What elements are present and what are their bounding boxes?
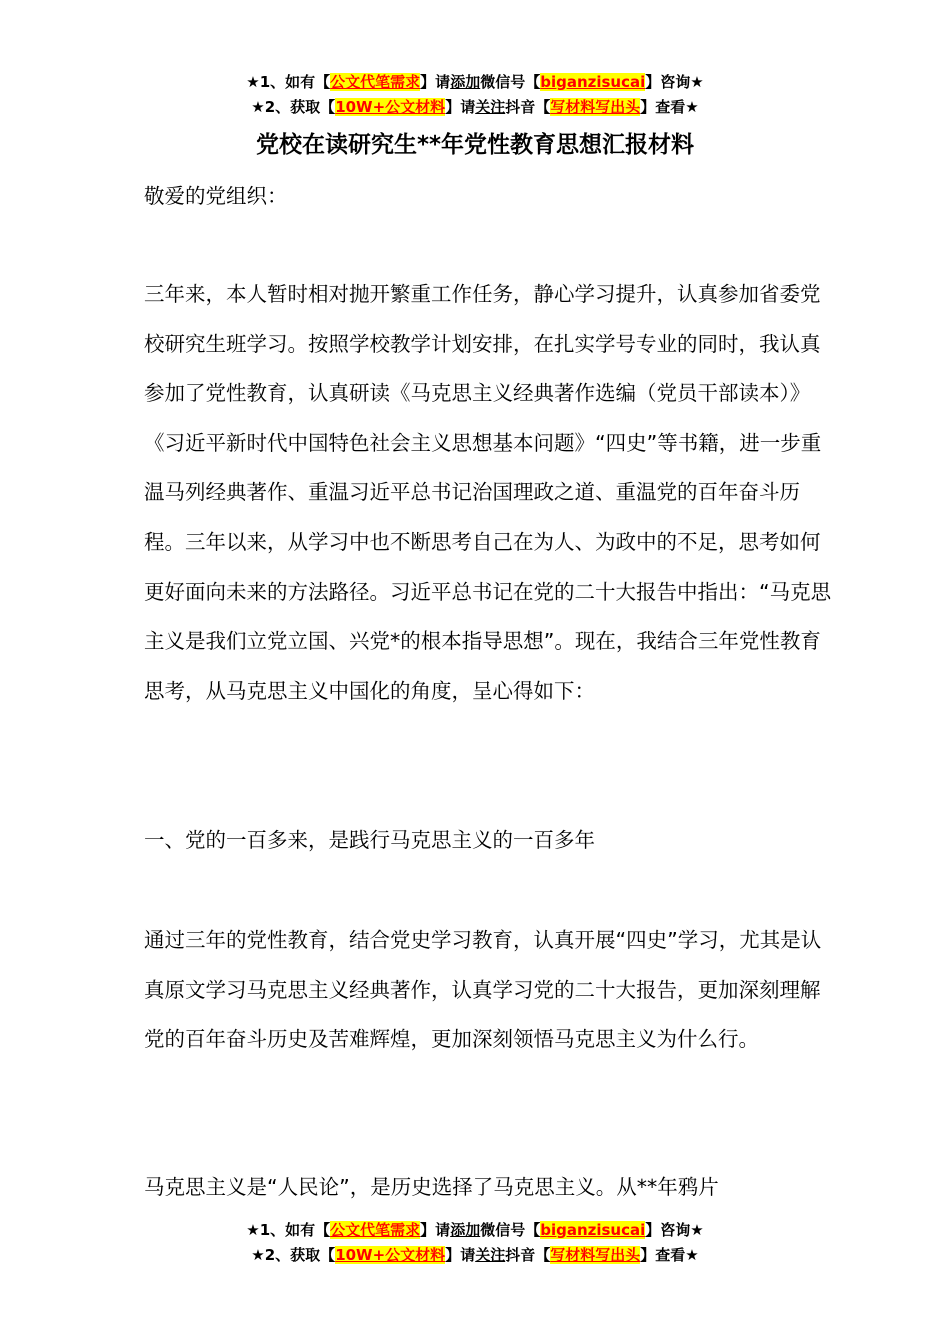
highlight-text: 公文代笔需求 — [330, 1221, 421, 1239]
paragraph-body: 马克思主义是“人民论”，是历史选择了马克思主义。从**年鸦片 — [144, 1175, 719, 1199]
banner-line-2: ★2、获取【10W+公文材料】请关注抖音【写材料写出头】查看★ — [251, 98, 699, 116]
paragraph-intro: 三年来，本人暂时相对抛开繁重工作任务，静心学习提升，认真参加省委党校研究生班学习。按照学校教学计划安排，在扎实学号专业的同时，我认真参加了党性教育，认真研读《马克思主义经典著作选编（党员干部读本）》《习近平新时代中国特色社会主义思想基本问题》“四史”等书籍，进一步重温马列经典著作、重温习近平总书记治国理政之道、重温党的百年奋斗历程。三年以来，从学习中也不断思考自己在为人、为政中的不足，思考如何更好面向未来的方法路径。习近平总书记在党的二十大报告中指出：“马克思主义是我们立党立国、兴党*的根本指导思想”。现在，我结合三年党性教育思考，从马克思主义中国化的角度，呈心得如下： — [144, 282, 832, 703]
paragraph-body: 通过三年的党性教育，结合党史学习教育，认真开展“四史”学习，尤其是认真原文学习马克思主义经典著作，认真学习党的二十大报告，更加深刻理解党的百年奋斗历史及苦难辉煌，更加深刻领悟马克思主义为什么行。 — [144, 928, 822, 1052]
banner-line-1: ★1、如有【公文代笔需求】请添加微信号【biganzisucai】咨询★ — [246, 73, 704, 91]
banner-line-1: ★1、如有【公文代笔需求】请添加微信号【biganzisucai】咨询★ — [246, 1221, 704, 1239]
header-banner — [0, 70, 950, 120]
wechat-id: biganzisucai — [540, 1221, 646, 1239]
banner-line-2: ★2、获取【10W+公文材料】请关注抖音【写材料写出头】查看★ — [251, 1246, 699, 1264]
highlight-text: 公文代笔需求 — [330, 73, 421, 91]
section-heading: 一、党的一百多来，是践行马克思主义的一百多年 — [144, 828, 595, 852]
highlight-text: 10W+公文材料 — [335, 98, 446, 116]
document-title: 党校在读研究生**年党性教育思想汇报材料 — [255, 132, 695, 158]
douyin-account: 写材料写出头 — [550, 98, 641, 116]
wechat-id: biganzisucai — [540, 73, 646, 91]
highlight-text: 10W+公文材料 — [335, 1246, 446, 1264]
salutation: 敬爱的党组织： — [144, 184, 288, 208]
douyin-account: 写材料写出头 — [550, 1246, 641, 1264]
footer-banner — [0, 1218, 950, 1268]
